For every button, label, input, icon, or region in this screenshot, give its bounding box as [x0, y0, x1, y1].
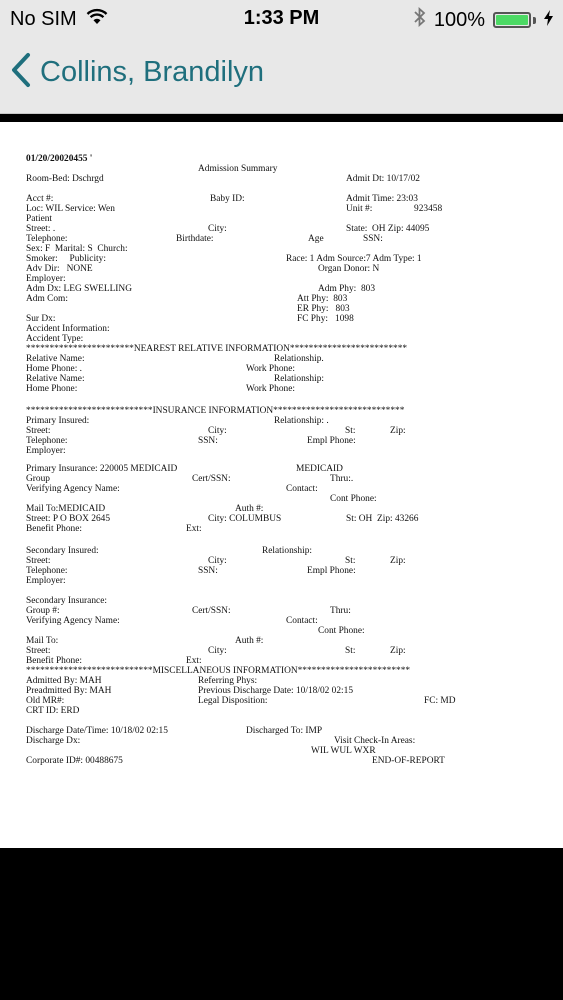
- document-field: City:: [208, 556, 227, 566]
- document-field: St:: [345, 426, 356, 436]
- document-line: [0, 576, 563, 586]
- document-line: [0, 344, 563, 354]
- document-field: St:: [345, 556, 356, 566]
- document-field: 01/20/20020455 ': [26, 154, 93, 164]
- document-field: State: OH Zip: 44095: [346, 224, 430, 234]
- document-field: Benefit Phone:: [26, 656, 82, 666]
- document-field: Admit Time: 23:03: [346, 194, 418, 204]
- document-field: Adm Phy: 803: [318, 284, 376, 294]
- document-line: [0, 224, 563, 234]
- document-field: Auth #:: [235, 636, 264, 646]
- document-field: Primary Insurance: 220005 MEDICAID: [26, 464, 178, 474]
- back-button[interactable]: [10, 52, 264, 93]
- document-field: Zip:: [390, 556, 406, 566]
- document-line: [0, 214, 563, 224]
- document-line: [0, 656, 563, 666]
- document-field: Adm Dx: LEG SWELLING: [26, 284, 132, 294]
- document-field: Relationship:: [274, 374, 324, 384]
- document-line: [0, 384, 563, 394]
- document-line: [0, 174, 563, 184]
- document-field: Mail To:MEDICAID: [26, 504, 106, 514]
- document-field: Admit Dt: 10/17/02: [346, 174, 420, 184]
- document-field: END-OF-REPORT: [372, 756, 445, 766]
- document-field: Street:: [26, 426, 51, 436]
- charging-icon: [544, 9, 553, 32]
- document-top-border: [0, 114, 563, 122]
- document-field: Patient: [26, 214, 53, 224]
- document-field: ***************************INSURANCE INFORMATION****************************: [26, 406, 405, 416]
- status-bar: [0, 0, 563, 38]
- document-line: [0, 696, 563, 706]
- document-line: [0, 706, 563, 716]
- document-field: Benefit Phone:: [26, 524, 82, 534]
- document-field: Empl Phone:: [307, 566, 356, 576]
- document-line: [0, 364, 563, 374]
- document-field: Work Phone:: [246, 364, 295, 374]
- document-line: [0, 234, 563, 244]
- document-field: ER Phy: 803: [297, 304, 350, 314]
- document-field: Baby ID:: [210, 194, 245, 204]
- clock: 1:33 PM: [243, 7, 320, 29]
- document-field: Secondary Insurance:: [26, 596, 107, 606]
- document-field: FC Phy: 1098: [297, 314, 354, 324]
- document-field: St: OH Zip: 43266: [346, 514, 419, 524]
- document-field: Secondary Insured:: [26, 546, 99, 556]
- document-field: CRT ID: ERD: [26, 706, 80, 716]
- document-field: Previous Discharge Date: 10/18/02 02:15: [198, 686, 354, 696]
- document-field: Zip:: [390, 426, 406, 436]
- document-field: Accident Information:: [26, 324, 110, 334]
- document-field: Employer:: [26, 576, 66, 586]
- document-field: Street: .: [26, 224, 56, 234]
- document-field: Street:: [26, 556, 51, 566]
- document-field: Race: 1 Adm Source:7 Adm Type: 1: [286, 254, 422, 264]
- document-field: Contact:: [286, 616, 318, 626]
- document-line: [0, 504, 563, 514]
- battery-fill: [496, 15, 528, 25]
- document-field: Corporate ID#: 00488675: [26, 756, 123, 766]
- document-field: Birthdate:: [176, 234, 214, 244]
- document-field: City: COLUMBUS: [208, 514, 282, 524]
- document-line: [0, 314, 563, 324]
- document-bottom-area: [0, 848, 563, 1000]
- document-field: ***********************NEAREST RELATIVE INFORMATION*************************: [26, 344, 408, 354]
- document-line: [0, 636, 563, 646]
- document-field: Work Phone:: [246, 384, 295, 394]
- document-field: Adm Com:: [26, 294, 68, 304]
- document-field: Accident Type:: [26, 334, 84, 344]
- document-line: [0, 646, 563, 656]
- document-field: Telephone:: [26, 234, 68, 244]
- document-field: Thru:.: [330, 474, 354, 484]
- document-field: MEDICAID: [296, 464, 343, 474]
- document-line: [0, 514, 563, 524]
- document-field: Admitted By: MAH: [26, 676, 102, 686]
- document-field: ***************************MISCELLANEOUS INFORMATION************************: [26, 666, 411, 676]
- document-field: Verifying Agency Name:: [26, 616, 120, 626]
- document-field: Admission Summary: [198, 164, 278, 174]
- document-field: SSN:: [363, 234, 383, 244]
- document-field: Relationship.: [274, 354, 324, 364]
- battery-icon: [493, 12, 531, 28]
- document-field: Unit #:: [346, 204, 373, 214]
- document-line: [0, 394, 563, 404]
- document-field: Ext:: [186, 656, 202, 666]
- document-field: Auth #:: [235, 504, 264, 514]
- carrier-label: No SIM: [10, 7, 77, 30]
- document-line: [0, 436, 563, 446]
- document-field: Cert/SSN:: [192, 474, 231, 484]
- document-field: Thru:: [330, 606, 351, 616]
- document-line: [0, 164, 563, 174]
- document-line: [0, 616, 563, 626]
- document-field: SSN:: [198, 436, 218, 446]
- document-field: Ext:: [186, 524, 202, 534]
- document-field: Group: [26, 474, 50, 484]
- document-field: Sex: F Marital: S Church:: [26, 244, 128, 254]
- document-line: [0, 566, 563, 576]
- document-line: [0, 274, 563, 284]
- document-line: [0, 524, 563, 534]
- document-line: [0, 374, 563, 384]
- document-field: Age: [308, 234, 324, 244]
- document-field: Acct #:: [26, 194, 54, 204]
- patient-name-title: Collins, Brandilyn: [40, 56, 265, 88]
- document-line: [0, 726, 563, 736]
- document-line: [0, 244, 563, 254]
- document-field: Visit Check-In Areas:: [334, 736, 416, 746]
- document-line: [0, 254, 563, 264]
- document-field: Empl Phone:: [307, 436, 356, 446]
- document-field: City:: [208, 646, 227, 656]
- document-field: Relative Name:: [26, 374, 85, 384]
- document-line: [0, 534, 563, 544]
- document-field: SSN:: [198, 566, 218, 576]
- document-field: Adv Dir: NONE: [26, 264, 93, 274]
- document-line: [0, 334, 563, 344]
- document-line: [0, 676, 563, 686]
- document-field: Mail To:: [26, 636, 59, 646]
- admission-summary-document[interactable]: [0, 122, 563, 848]
- chevron-left-icon: [10, 52, 32, 93]
- document-line: [0, 204, 563, 214]
- document-line: [0, 606, 563, 616]
- document-line: [0, 586, 563, 596]
- document-field: Loc: WIL Service: Wen: [26, 204, 115, 214]
- document-field: Relationship: .: [274, 416, 329, 426]
- document-field: Primary Insured:: [26, 416, 90, 426]
- document-line: [0, 184, 563, 194]
- document-line: [0, 304, 563, 314]
- document-field: Home Phone:: [26, 384, 78, 394]
- document-line: [0, 736, 563, 746]
- document-line: [0, 716, 563, 726]
- document-field: 923458: [414, 204, 443, 214]
- document-line: [0, 596, 563, 606]
- document-field: Cont Phone:: [330, 494, 377, 504]
- document-field: St:: [345, 646, 356, 656]
- document-line: [0, 194, 563, 204]
- document-field: Group #:: [26, 606, 60, 616]
- document-field: Street:: [26, 646, 51, 656]
- document-field: Sur Dx:: [26, 314, 56, 324]
- document-field: Organ Donor: N: [318, 264, 380, 274]
- document-line: [0, 446, 563, 456]
- document-line: [0, 746, 563, 756]
- document-field: Street: P O BOX 2645: [26, 514, 111, 524]
- document-field: Telephone:: [26, 436, 68, 446]
- document-field: Contact:: [286, 484, 318, 494]
- document-line: [0, 324, 563, 334]
- bluetooth-icon: [414, 7, 426, 33]
- document-field: WIL WUL WXR: [311, 746, 376, 756]
- document-field: Discharge Dx:: [26, 736, 81, 746]
- document-field: Discharged To: IMP: [246, 726, 323, 736]
- document-field: Verifying Agency Name:: [26, 484, 120, 494]
- document-line: [0, 416, 563, 426]
- document-field: Employer:: [26, 446, 66, 456]
- document-field: Legal Disposition:: [198, 696, 268, 706]
- document-field: Zip:: [390, 646, 406, 656]
- document-line: [0, 264, 563, 274]
- document-field: Relationship:: [262, 546, 312, 556]
- document-line: [0, 354, 563, 364]
- document-field: Employer:: [26, 274, 66, 284]
- document-field: City:: [208, 426, 227, 436]
- document-line: [0, 154, 563, 164]
- document-line: [0, 546, 563, 556]
- status-right: [414, 7, 553, 33]
- document-line: [0, 484, 563, 494]
- document-field: Old MR#:: [26, 696, 65, 706]
- document-line: [0, 556, 563, 566]
- battery-percent: 100%: [433, 8, 485, 31]
- document-field: Discharge Date/Time: 10/18/02 02:15: [26, 726, 168, 736]
- document-field: Att Phy: 803: [297, 294, 348, 304]
- document-line: [0, 666, 563, 676]
- document-field: Home Phone: .: [26, 364, 82, 374]
- document-line: [0, 464, 563, 474]
- document-line: [0, 686, 563, 696]
- navigation-bar: [0, 38, 563, 114]
- document-line: [0, 474, 563, 484]
- document-field: Relative Name:: [26, 354, 85, 364]
- document-field: Telephone:: [26, 566, 68, 576]
- document-line: [0, 494, 563, 504]
- document-field: Room-Bed: Dschrgd: [26, 174, 104, 184]
- document-field: City:: [208, 224, 227, 234]
- document-field: Referring Phys:: [198, 676, 258, 686]
- document-field: Preadmitted By: MAH: [26, 686, 112, 696]
- document-line: [0, 284, 563, 294]
- document-field: Cont Phone:: [318, 626, 365, 636]
- document-line: [0, 426, 563, 436]
- battery-tip: [533, 17, 536, 24]
- document-line: [0, 294, 563, 304]
- document-field: FC: MD: [424, 696, 456, 706]
- document-line: [0, 626, 563, 636]
- document-field: Cert/SSN:: [192, 606, 231, 616]
- document-line: [0, 406, 563, 416]
- document-field: Smoker: Publicity:: [26, 254, 106, 264]
- document-line: [0, 756, 563, 766]
